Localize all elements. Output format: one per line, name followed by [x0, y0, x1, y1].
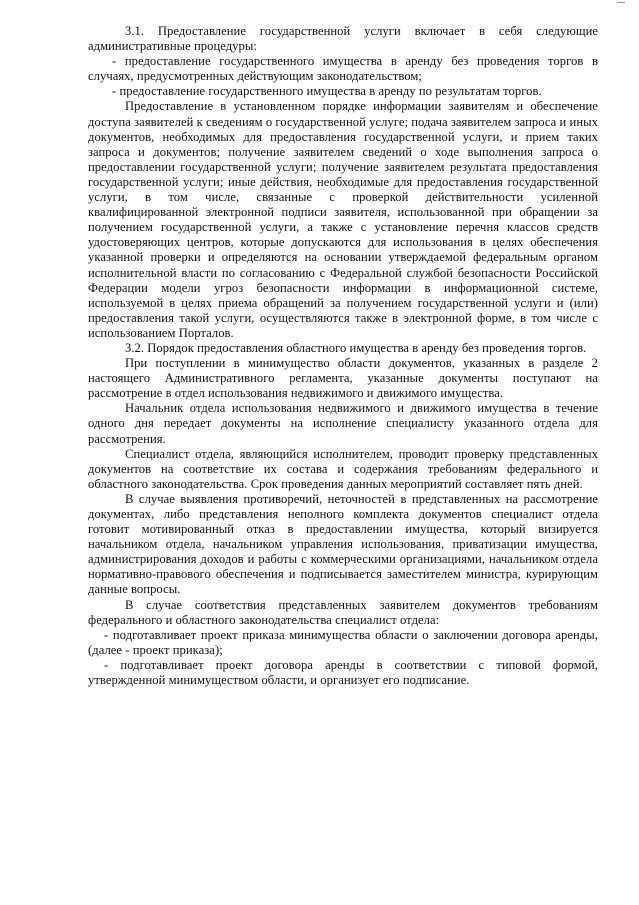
- paragraph-3-1-intro: 3.1. Предоставление государственной услуги включает в себя следующие административные процедуры:: [88, 24, 598, 54]
- scan-corner-mark: [617, 2, 625, 3]
- paragraph-department-head: Начальник отдела использования недвижимого и движимого имущества в течение одного дня передает документы на исполнение специалисту указанного отдела для рассмотрения.: [88, 401, 598, 446]
- paragraph-specialist-check: Специалист отдела, являющийся исполнителем, проводит проверку представленных документов на соответствие их состава и содержания требованиям федерального и областного законодательства. Срок проведения данных мероприятий составляет пять дней.: [88, 446, 598, 491]
- paragraph-3-2-heading: 3.2. Порядок предоставления областного имущества в аренду без проведения торгов.: [125, 340, 587, 355]
- paragraph-refusal-case: В случае выявления противоречий, неточностей в представленных на рассмотрение документах, либо представления неполного комплекта документов специалист отдела готовит мотивированный отказ в предоставлении имущества, который визируется начальником отдела, начальником управления использования, приватизации имущества, администрирования доходов и работы с коммерческими организациями, начальником отдела нормативно-правового обеспечения и подписывается заместителем министра, курирующим данные вопросы.: [88, 491, 598, 597]
- list-item-lease-by-auction: - предоставление государственного имущества в аренду по результатам торгов.: [112, 84, 542, 99]
- list-item-lease-without-auction: - предоставление государственного имущества в аренду без проведения торгов в случаях, предусмотренных действующим законодательством;: [88, 54, 598, 84]
- document-body: [88, 24, 598, 688]
- paragraph-compliance-case: В случае соответствия представленных заявителем документов требованиям федерального и областного законодательства специалист отдела:: [88, 597, 598, 627]
- list-item-draft-contract: - подготавливает проект договора аренды в соответствии с типовой формой, утвержденной минимуществом области, и организует его подписание.: [88, 657, 598, 688]
- paragraph-document-receipt: При поступлении в минимущество области документов, указанных в разделе 2 настоящего Административного регламента, указанные документы поступают на рассмотрение в отдел использования недвижимого и движимого имущества.: [88, 356, 598, 401]
- list-item-draft-order: - подготавливает проект приказа минимущества области о заключении договора аренды, (далее - проект приказа);: [88, 627, 598, 657]
- paragraph-electronic-procedures: Предоставление в установленном порядке информации заявителям и обеспечение доступа заявителей к сведениям о государственной услуге; подача заявителем запроса и иных документов, необходимых для предоставления государственной услуги, и прием таких запроса и документов; получение заявителем сведений о ходе выполнения запроса о предоставлении государственной услуги; получение заявителем результата предоставления государственной услуги; иные действия, необходимые для предоставления государственной услуги, в том числе, связанные с проверкой действительности усиленной квалифицированной электронной подписи заявителя, использованной при обращении за получением государственной услуги, а также с установление перечня классов средств удостоверяющих центров, которые допускаются для использования в целях обеспечения указанной проверки и определяются на основании утверждаемой федеральным органом исполнительной власти по согласованию с Федеральной службой безопасности Российской Федерации модели угроз безопасности информации в информационной системе, используемой в целях приема обращений за получением государственной услуги и (или) предоставления такой услуги, осуществляются также в электронной форме, в том числе с использованием Порталов.: [88, 99, 598, 340]
